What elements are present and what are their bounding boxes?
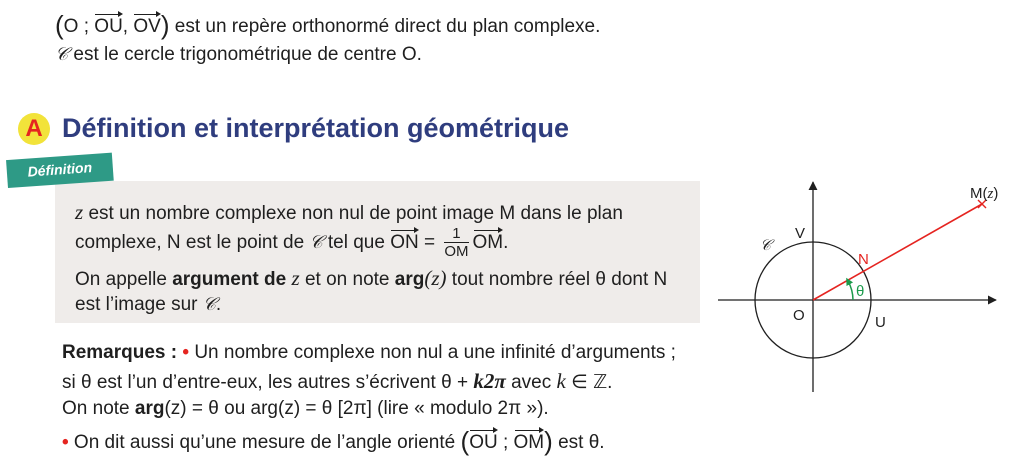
definition-line-1 [75,200,623,226]
remarks-line-2a: si θ est l’un d’entre-eux, les autres s’écrivent θ + [62,372,474,393]
remarks-line-4-end: est θ. [552,432,605,453]
label-u: U [875,314,886,331]
close-paren: ) [160,10,170,40]
var-z: z [291,266,300,290]
open-paren: ( [55,10,64,40]
section-badge [18,113,50,145]
var-z: z [75,200,84,224]
intro-comma: , [122,16,134,37]
definition-line-2a: complexe, N est le point de [75,232,310,254]
definition-line-3a: On appelle [75,269,173,290]
label-m: M(z) [970,185,999,202]
close-paren: ) [544,426,553,456]
intro-line-2 [55,43,422,67]
definition-line-4-end: . [215,294,222,315]
remarks-line-3 [62,397,549,421]
vector-om: OM [514,428,545,455]
vector-ou: OU [94,12,123,39]
trig-circle-figure [700,170,1010,400]
definition-line-2 [75,226,508,260]
angle-arc [848,281,853,300]
label-v: V [795,225,806,242]
remarks-line-4 [62,428,605,455]
definition-line-2b: tel que [322,232,391,254]
arg-z: (z) [424,266,447,290]
arg-notation: arg [134,398,165,419]
intro-line-2-text: est le cercle trigonométrique de centre O. [68,44,422,65]
definition-line-3b: et on note [299,269,395,290]
bullet-icon: • [182,342,190,363]
definition-line-3c: tout nombre réel θ dont N [446,269,668,290]
var-k: k [556,369,566,393]
definition-line-4 [75,293,221,317]
remarks-line-3b: (z) = θ ou arg(z) = θ [2π] (lire « modulo 2π »). [164,398,549,419]
arg-notation: arg [394,269,425,290]
section-badge-letter: A [25,115,43,142]
intro-line-1-text: est un repère orthonormé direct du plan complexe. [169,16,601,37]
open-paren: ( [460,426,470,456]
remarks-line-3a: On note [62,398,135,419]
label-theta: θ [856,283,865,300]
circle-symbol: 𝒞 [55,44,69,65]
intro-line-1 [55,12,600,39]
remarks-line-1-text: Un nombre complexe non nul a une infinité d’arguments ; [189,342,676,363]
remarks-label: Remarques : [62,342,178,363]
definition-line-2-end: . [503,232,509,254]
remarks-line-2b: avec [505,372,557,393]
remarks-line-4a: On dit aussi qu’une mesure de l’angle orienté [68,432,461,453]
label-n: N [858,251,869,268]
semicolon: ; [497,432,514,453]
remarks-line-2 [62,369,612,395]
circle-symbol: 𝒞 [309,232,323,254]
definition-line-3 [75,266,667,292]
vector-om: OM [473,228,504,255]
fraction-denominator: OM [444,243,469,260]
fraction [444,226,468,260]
circle-symbol: 𝒞 [202,294,216,315]
fraction-numerator: 1 [444,226,468,243]
definition-tag-label: Définition [27,159,93,180]
section-title: Définition et interprétation géométrique [62,113,570,143]
remarks-line-1 [62,341,676,365]
k2pi: k2π [473,369,506,393]
intro-origin: O ; [63,16,95,37]
label-circle: 𝒞 [760,237,771,254]
label-o: O [793,307,805,324]
bullet-icon: • [62,432,69,453]
vector-ou: OU [469,428,498,455]
vector-on: ON [390,228,419,255]
argument-term: argument de [172,269,292,290]
definition-line-4a: est l’image sur [75,294,203,315]
ray-om [813,204,982,300]
definition-line-1-text: est un nombre complexe non nul de point image M dans le plan [83,203,623,224]
equals-sign: = [418,232,441,254]
remarks-line-2c: ∈ ℤ. [565,372,613,393]
vector-ov: OV [133,12,160,39]
